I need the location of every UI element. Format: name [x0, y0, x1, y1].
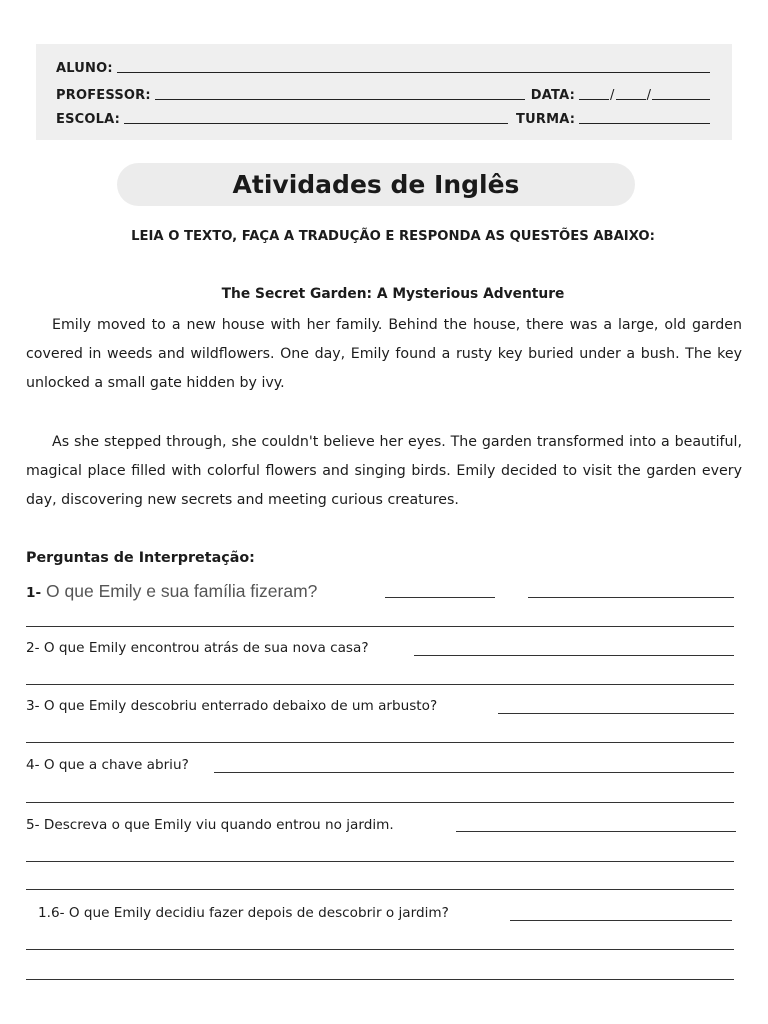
instruction-text: LEIA O TEXTO, FAÇA A TRADUÇÃO E RESPONDA AS QUESTÕES ABAIXO: [131, 229, 655, 244]
date-month-field[interactable] [616, 99, 646, 100]
answer-line[interactable] [528, 597, 734, 598]
answer-line[interactable] [26, 979, 734, 980]
date-separator: / [609, 88, 615, 103]
page-title: Atividades de Inglês [117, 163, 635, 206]
answer-line[interactable] [385, 597, 495, 598]
student-info-box [36, 44, 732, 140]
question-1-number: 1- [26, 585, 42, 601]
date-day-field[interactable] [579, 99, 609, 100]
data-label: DATA: [530, 88, 575, 103]
answer-line[interactable] [26, 802, 734, 803]
escola-row [56, 107, 710, 127]
question-3: 3- O que Emily descobriu enterrado debaixo de um arbusto? [26, 698, 438, 714]
answer-line[interactable] [456, 831, 736, 832]
question-1 [26, 581, 317, 602]
turma-label: TURMA: [516, 112, 576, 127]
aluno-row [56, 56, 710, 76]
answer-line[interactable] [498, 713, 734, 714]
turma-field[interactable] [579, 123, 710, 124]
question-4: 4- O que a chave abriu? [26, 757, 189, 773]
question-6: 1.6- O que Emily decidiu fazer depois de descobrir o jardim? [38, 905, 449, 921]
professor-row [56, 83, 710, 103]
question-2: 2- O que Emily encontrou atrás de sua nova casa? [26, 640, 369, 656]
answer-line[interactable] [214, 772, 734, 773]
professor-label: PROFESSOR: [56, 88, 151, 103]
answer-line[interactable] [26, 949, 734, 950]
escola-label: ESCOLA: [56, 112, 121, 127]
question-1-text: O que Emily e sua família fizeram? [46, 581, 318, 601]
questions-heading: Perguntas de Interpretação: [26, 550, 255, 566]
story-paragraph-1: Emily moved to a new house with her family. Behind the house, there was a large, old garden covered in weeds and wildflowers. One day, Emily found a rusty key buried under a bush. The key unlocked a small gate hidden by ivy. [26, 317, 742, 391]
escola-field[interactable] [124, 123, 508, 124]
answer-line[interactable] [26, 889, 734, 890]
answer-line[interactable] [510, 920, 732, 921]
story-title: The Secret Garden: A Mysterious Adventure [221, 286, 565, 302]
date-separator: / [646, 88, 652, 103]
answer-line[interactable] [26, 861, 734, 862]
date-year-field[interactable] [652, 99, 710, 100]
professor-field[interactable] [155, 99, 525, 100]
aluno-label: ALUNO: [56, 61, 113, 76]
story-paragraph-2: As she stepped through, she couldn't believe her eyes. The garden transformed into a beautiful, magical place filled with colorful flowers and singing birds. Emily decided to visit the garden every day, discovering new secrets and meeting curious creatures. [26, 434, 742, 508]
answer-line[interactable] [26, 626, 734, 627]
question-5: 5- Descreva o que Emily viu quando entrou no jardim. [26, 817, 394, 833]
answer-line[interactable] [26, 742, 734, 743]
aluno-field[interactable] [117, 72, 710, 73]
answer-line[interactable] [26, 684, 734, 685]
answer-line[interactable] [414, 655, 734, 656]
